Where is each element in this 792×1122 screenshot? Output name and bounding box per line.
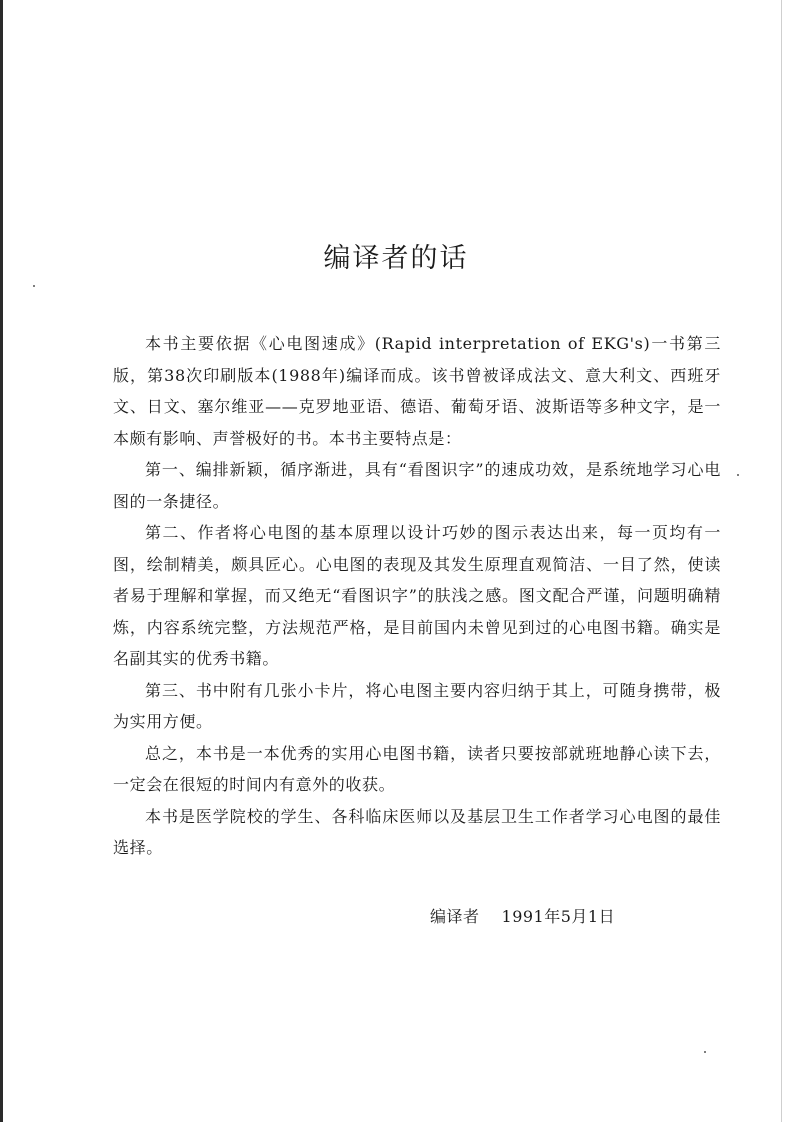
body-text: [113, 328, 721, 864]
paragraph-feature-3: 第三、书中附有几张小卡片，将心电图主要内容归纳于其上，可随身携带，极为实用方便。: [113, 680, 721, 731]
paragraph-intro: 本书主要依据《心电图速成》(Rapid interpretation of EKG's)一书第三版，第38次印刷版本(1988年)编译而成。该书曾被译成法文、意大利文、西班牙文、日文、塞尔维亚——克罗地亚语、德语、葡萄牙语、波斯语等多种文字，是一本颇有影响、声誉极好的书。本书主要特点是：: [113, 334, 721, 448]
paragraph-feature-2: 第二、作者将心电图的基本原理以设计巧妙的图示表达出来，每一页均有一图，绘制精美，颇具匠心。心电图的表现及其发生原理直观简洁、一目了然，使读者易于理解和掌握，而又绝无“看图识字”的肤浅之感。图文配合严谨，问题明确精炼，内容系统完整，方法规范严格，是目前国内未曾见到过的心电图书籍。确实是名副其实的优秀书籍。: [113, 523, 721, 668]
signature-date: 1991年5月1日: [501, 907, 616, 926]
scan-speck: [737, 474, 739, 476]
scan-speck: [33, 285, 35, 287]
paragraph-feature-1: 第一、编排新颖，循序渐进，具有“看图识字”的速成功效，是系统地学习心电图的一条捷径。: [113, 460, 721, 511]
scan-edge-left: [0, 0, 3, 1122]
paragraph-summary: 总之，本书是一本优秀的实用心电图书籍，读者只要按部就班地静心读下去，一定会在很短的时间内有意外的收获。: [113, 743, 721, 794]
signature: [430, 904, 615, 927]
scan-edge-right: [781, 0, 782, 1122]
page-title: 编译者的话: [323, 243, 469, 274]
signature-author: 编译者: [430, 907, 480, 926]
scan-speck: [704, 1051, 706, 1053]
paragraph-audience: 本书是医学院校的学生、各科临床医师以及基层卫生工作者学习心电图的最佳选择。: [113, 806, 721, 857]
